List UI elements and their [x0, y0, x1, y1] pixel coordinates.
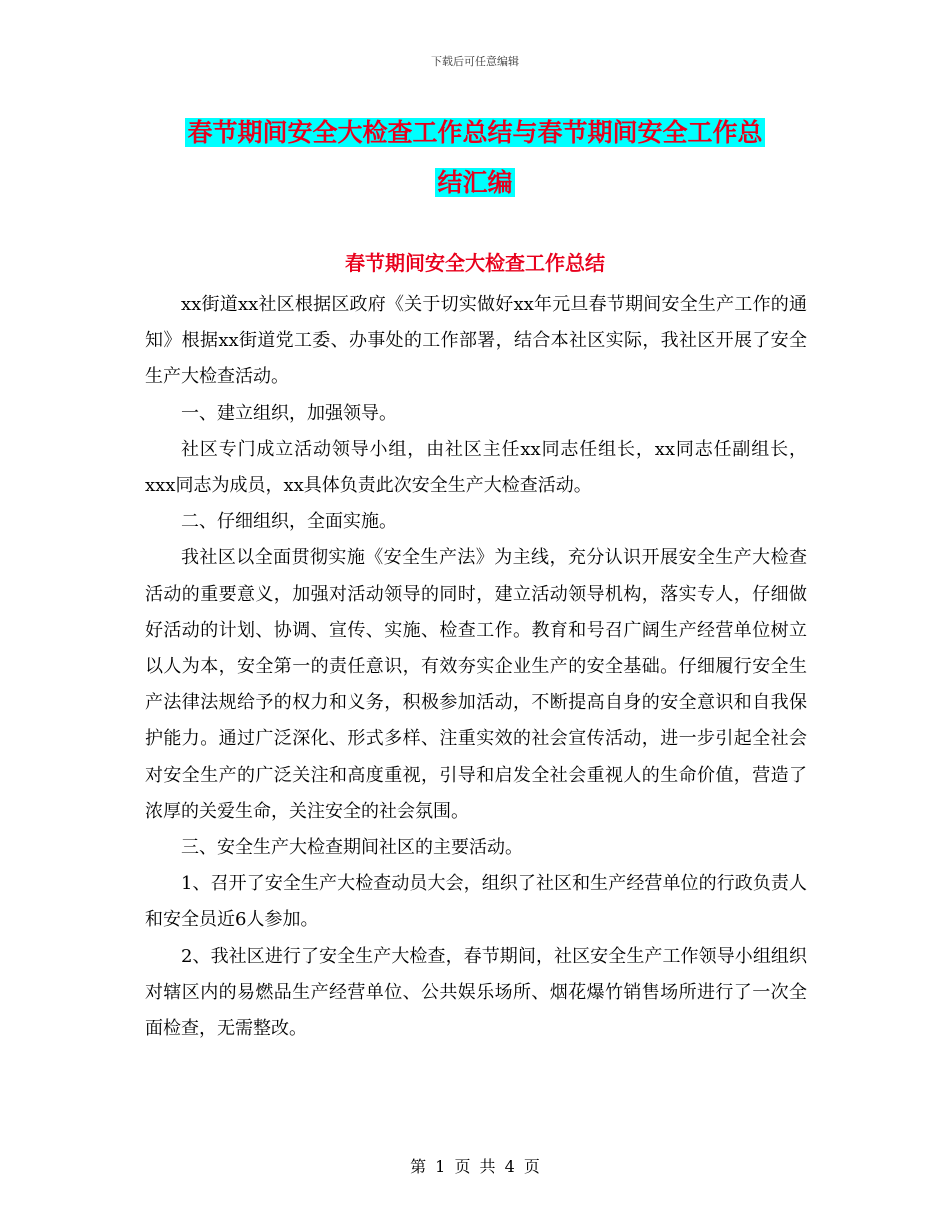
document-title — [140, 108, 810, 208]
paragraph: 2、我社区进行了安全生产大检查，春节期间，社区安全生产工作领导小组组织对辖区内的易燃品生产经营单位、公共娱乐场所、烟花爆竹销售场所进行了一次全面检查，无需整改。 — [145, 945, 807, 1040]
paragraph: 社区专门成立活动领导小组，由社区主任xx同志任组长，xx同志任副组长，xxx同志为成员，xx具体负责此次安全生产大检查活动。 — [145, 438, 807, 497]
page-footer: 第 1 页 共 4 页 — [410, 1157, 540, 1176]
header-note: 下载后可任意编辑 — [431, 55, 519, 68]
paragraph: 我社区以全面贯彻实施《安全生产法》为主线，充分认识开展安全生产大检查活动的重要意义，加强对活动领导的同时，建立活动领导机构，落实专人，仔细做好活动的计划、协调、宣传、实施、检查工作。教育和号召广阔生产经营单位树立以人为本，安全第一的责任意识，有效夯实企业生产的安全基础。仔细履行安全生产法律法规给予的权力和义务，积极参加活动，不断提高自身的安全意识和自我保护能力。通过广泛深化、形式多样、注重实效的社会宣传活动，进一步引起全社会对安全生产的广泛关注和高度重视，引导和启发全社会重视人的生命价值，营造了浓厚的关爱生命，关注安全的社会氛围。 — [145, 547, 807, 822]
document-body — [145, 287, 807, 1047]
paragraph: 1、召开了安全生产大检查动员大会，组织了社区和生产经营单位的行政负责人和安全员近6人参加。 — [145, 873, 807, 931]
paragraph: 三、安全生产大检查期间社区的主要活动。 — [181, 837, 523, 859]
paragraph: xx街道xx社区根据区政府《关于切实做好xx年元旦春节期间安全生产工作的通知》根据xx街道党工委、办事处的工作部署，结合本社区实际，我社区开展了安全生产大检查活动。 — [145, 294, 807, 388]
document-title-line-2: 结汇编 — [437, 168, 513, 197]
section-title: 春节期间安全大检查工作总结 — [345, 251, 605, 275]
document-title-line-1: 春节期间安全大检查工作总结与春节期间安全工作总 — [187, 118, 763, 147]
paragraph: 二、仔细组织，全面实施。 — [181, 511, 397, 533]
paragraph: 一、建立组织，加强领导。 — [181, 402, 397, 424]
